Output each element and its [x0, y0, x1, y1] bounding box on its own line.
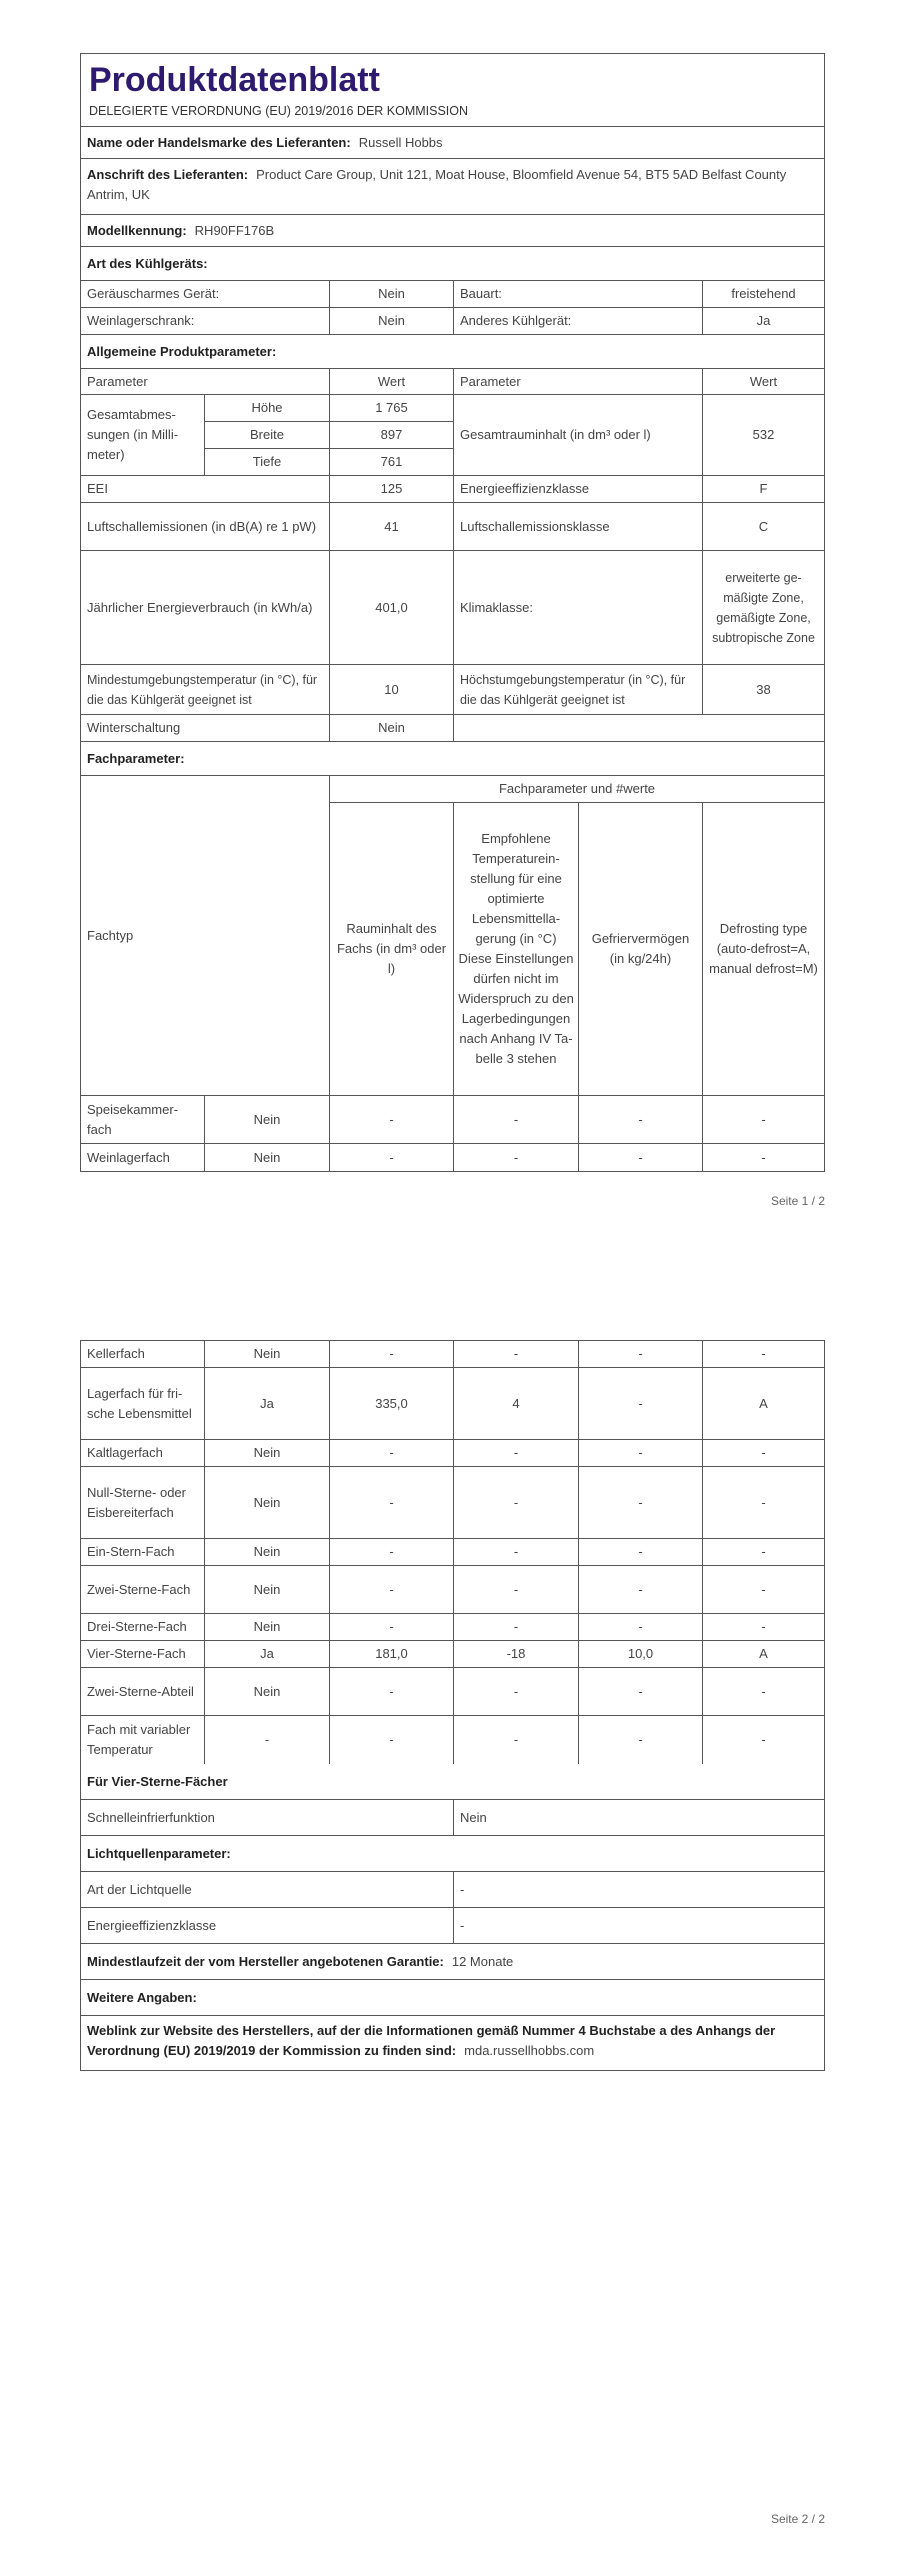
compartment-freezing-capacity: - [579, 1467, 703, 1538]
width-label: Breite [205, 422, 330, 448]
low-noise-label: Geräuscharmes Gerät: [81, 281, 330, 307]
general-heading-row [81, 335, 824, 369]
compartment-temp: - [454, 1668, 579, 1715]
fast-freeze-row [81, 1800, 824, 1836]
page-title: Produktdatenblatt [89, 61, 380, 99]
compartment-row [81, 1539, 824, 1566]
compartment-row [81, 1614, 824, 1641]
compartment-row [81, 1368, 824, 1440]
weblink-label: Weblink zur Website des Herstellers, auf der die Informationen gemäß Nummer 4 Buchstabe a des Anhangs der Verordnung (EU) 2019/2019 der Kommission zu finden sind: [87, 2023, 776, 2058]
dimensions-label: Gesamtabmessungen (in Millimeter) [81, 395, 205, 475]
compartment-heading-row [81, 742, 824, 776]
warranty-row [81, 1944, 824, 1980]
compartment-defrost: - [761, 1683, 766, 1699]
general-col-header-row [81, 369, 824, 395]
compartment-name: Speisekammerfach [81, 1096, 205, 1143]
compartment-temp: -18 [454, 1641, 579, 1667]
compartment-freezing-capacity: - [579, 1716, 703, 1764]
compartment-row [81, 1341, 824, 1368]
dimensions-row [81, 395, 824, 476]
winter-setting-row [81, 715, 824, 742]
compartment-present: Nein [205, 1668, 330, 1715]
compartment-temp: - [454, 1440, 579, 1466]
compartment-present: Nein [205, 1467, 330, 1538]
compartment-temp: - [454, 1096, 579, 1143]
compartment-freezing-capacity: - [579, 1440, 703, 1466]
supplier-address-value: Product Care Group, Unit 121, Moat House, Bloomfield Avenue 54, BT5 5AD Belfast County Antrim, UK [87, 167, 787, 202]
model-label: Modellkennung: [87, 222, 187, 238]
compartment-defrost: - [761, 1149, 766, 1165]
compartment-name: Zwei-Sterne-Fach [81, 1566, 205, 1613]
compartment-volume: - [330, 1341, 454, 1367]
col-freezing-capacity: Gefriervermögen (in kg/24h) [579, 803, 703, 1095]
supplier-address-label: Anschrift des Lieferanten: [87, 167, 249, 182]
further-info-heading: Weitere Angaben: [87, 1989, 197, 2005]
page-number-1: Seite 1 / 2 [770, 1194, 825, 1208]
total-volume-label: Gesamtrauminhalt (in dm³ oder l) [454, 395, 703, 475]
depth-value: 761 [380, 454, 403, 469]
general-heading: Allgemeine Produktparameter: [87, 343, 277, 359]
compartment-present: Nein [205, 1614, 330, 1640]
wine-cabinet-value: Nein [330, 308, 454, 334]
light-type-row [81, 1872, 824, 1908]
compartment-temp: - [454, 1716, 579, 1764]
compartment-volume: - [330, 1614, 454, 1640]
compartment-row [81, 1566, 824, 1614]
compartment-row [81, 1440, 824, 1467]
col-recommended-temp: Empfohlene Temperatureinstellung für eine optimierte Lebensmittellagerung (in °C) Diese Einstellungen dürfen nicht im Widerspruch zu den Lagerbedingungen nach Anhang IV Tabelle 3 stehen [454, 803, 579, 1095]
compartment-defrost: - [761, 1544, 766, 1559]
compartment-present: Ja [205, 1641, 330, 1667]
energy-class-value: F [759, 481, 768, 496]
compartment-row [81, 1716, 824, 1764]
compartment-defrost: - [761, 1619, 766, 1634]
energy-class-label: Energieeffizienzklasse [454, 476, 703, 502]
compartment-volume: - [330, 1539, 454, 1565]
min-ambient-temp-value: 10 [330, 665, 454, 714]
compartment-freezing-capacity: - [579, 1614, 703, 1640]
total-volume-value: 532 [752, 427, 775, 442]
light-class-row [81, 1908, 824, 1944]
weblink-value[interactable]: mda.russellhobbs.com [464, 2043, 595, 2058]
compartment-freezing-capacity: 10,0 [579, 1641, 703, 1667]
compartment-row [81, 1668, 824, 1716]
col-value-right: Wert [749, 373, 778, 389]
supplier-address-row [81, 159, 824, 215]
light-type-label: Art der Lichtquelle [81, 1872, 454, 1907]
compartment-present: - [205, 1716, 330, 1764]
compartment-defrost: - [761, 1111, 766, 1127]
col-value-left: Wert [330, 369, 454, 394]
compartment-volume: - [330, 1668, 454, 1715]
four-star-heading: Für Vier-Sterne-Fächer [87, 1773, 228, 1789]
compartment-name: Vier-Sterne-Fach [81, 1641, 205, 1667]
low-noise-value: Nein [330, 281, 454, 307]
compartment-row [81, 1096, 824, 1144]
noise-class-value: C [758, 518, 769, 534]
compartment-defrost: - [761, 1581, 766, 1597]
eei-label: EEI [81, 476, 330, 502]
compartment-temp: - [454, 1539, 579, 1565]
appliance-type-heading-row [81, 247, 824, 281]
compartment-name: Drei-Sterne-Fach [81, 1614, 205, 1640]
compartment-temp: - [454, 1467, 579, 1538]
four-star-heading-row [81, 1764, 824, 1800]
compartment-defrost: A [759, 1395, 768, 1411]
compartment-temp: - [454, 1614, 579, 1640]
depth-label: Tiefe [205, 449, 330, 475]
noise-label: Luftschallemissionen (in dB(A) re 1 pW) [81, 503, 330, 550]
compartment-present: Nein [205, 1144, 330, 1171]
supplier-name-label: Name oder Handelsmarke des Lieferanten: [87, 134, 351, 150]
header-block [81, 54, 824, 127]
compartment-temp: - [454, 1566, 579, 1613]
col-parameter-left: Parameter [81, 369, 330, 394]
compartment-volume: - [330, 1144, 454, 1171]
compartment-defrost: - [761, 1732, 766, 1747]
design-value: freistehend [731, 286, 796, 301]
noise-value: 41 [330, 503, 454, 550]
weblink-row [81, 2016, 824, 2070]
height-value: 1 765 [375, 400, 408, 415]
light-class-label: Energieeffizienzklasse [81, 1908, 454, 1943]
height-label: Höhe [205, 395, 330, 421]
annual-consumption-label: Jährlicher Energieverbrauch (in kWh/a) [81, 551, 330, 664]
compartment-defrost: - [761, 1346, 766, 1361]
warranty-label: Mindestlaufzeit der vom Hersteller angebotenen Garantie: [87, 1953, 444, 1969]
compartment-volume: 335,0 [330, 1368, 454, 1439]
compartment-volume: - [330, 1467, 454, 1538]
appliance-type-row-1 [81, 281, 824, 308]
compartment-defrost: - [761, 1494, 766, 1510]
supplier-name-row [81, 127, 824, 159]
compartment-present: Ja [205, 1368, 330, 1439]
model-value: RH90FF176B [194, 222, 275, 238]
col-compartment-type: Fachtyp [81, 776, 330, 1095]
compartment-temp: - [454, 1144, 579, 1171]
compartment-freezing-capacity: - [579, 1539, 703, 1565]
page-subtitle: DELEGIERTE VERORDNUNG (EU) 2019/2016 DER KOMMISSION [89, 104, 469, 118]
ambient-temp-row [81, 665, 824, 715]
compartment-row [81, 1467, 824, 1539]
model-row [81, 215, 824, 247]
compartment-volume: - [330, 1096, 454, 1143]
compartment-name: Zwei-Sterne-Abteil [81, 1668, 205, 1715]
compartment-defrost: A [759, 1646, 768, 1661]
compartment-present: Nein [205, 1566, 330, 1613]
col-defrost-type: Defrosting type (auto-defrost=A, manual defrost=M) [709, 921, 818, 976]
compartment-header-row [81, 776, 824, 1096]
compartment-name: Kellerfach [81, 1341, 205, 1367]
compartment-temp: - [454, 1341, 579, 1367]
compartment-freezing-capacity: - [579, 1368, 703, 1439]
compartment-present: Nein [205, 1539, 330, 1565]
light-heading: Lichtquellenparameter: [87, 1845, 231, 1861]
compartment-defrost: - [761, 1445, 766, 1460]
warranty-value: 12 Monate [451, 1953, 514, 1969]
compartment-name: Null-Sterne- oder Eisbereiterfach [81, 1467, 205, 1538]
compartment-freezing-capacity: - [579, 1144, 703, 1171]
compartment-name: Ein-Stern-Fach [81, 1539, 205, 1565]
noise-class-label: Luftschallemissionsklasse [454, 503, 703, 550]
compartment-present: Nein [205, 1341, 330, 1367]
compartment-volume: - [330, 1440, 454, 1466]
compartment-present: Nein [205, 1096, 330, 1143]
compartment-freezing-capacity: - [579, 1668, 703, 1715]
compartment-group-header: Fachparameter und #werte [498, 781, 656, 796]
compartment-row [81, 1641, 824, 1668]
winter-setting-value: Nein [330, 715, 454, 741]
compartment-temp: 4 [454, 1368, 579, 1439]
page-number-2: Seite 2 / 2 [770, 2512, 825, 2526]
max-ambient-temp-value: 38 [756, 681, 771, 697]
other-appliance-value: Ja [756, 313, 771, 328]
compartment-volume: 181,0 [330, 1641, 454, 1667]
fast-freeze-value: Nein [460, 1809, 487, 1825]
light-class-value: - [460, 1917, 465, 1933]
compartment-freezing-capacity: - [579, 1096, 703, 1143]
eei-value: 125 [330, 476, 454, 502]
compartment-volume: - [330, 1566, 454, 1613]
other-appliance-label: Anderes Kühlgerät: [454, 308, 703, 334]
compartment-present: Nein [205, 1440, 330, 1466]
climate-class-value: erweiterte gemäßigte Zone, gemäßigte Zone, subtropische Zone [712, 570, 815, 645]
col-compartment-volume: Rauminhalt des Fachs (in dm³ oder l) [330, 803, 454, 1095]
appliance-type-row-2 [81, 308, 824, 335]
wine-cabinet-label: Weinlagerschrank: [81, 308, 330, 334]
compartment-name: Lagerfach für frische Lebensmittel [81, 1368, 205, 1439]
datasheet-page-1 [80, 53, 825, 1172]
annual-consumption-value: 401,0 [330, 551, 454, 664]
annual-consumption-row [81, 551, 824, 665]
compartment-name: Kaltlagerfach [81, 1440, 205, 1466]
light-type-value: - [460, 1881, 465, 1897]
fast-freeze-label: Schnelleinfrierfunktion [81, 1800, 454, 1835]
supplier-name-value: Russell Hobbs [358, 134, 443, 150]
winter-setting-label: Winterschaltung [81, 715, 330, 741]
climate-class-label: Klimaklasse: [454, 551, 703, 664]
min-ambient-temp-label: Mindestumgebungstemperatur (in °C), für die das Kühlgerät geeignet ist [81, 665, 330, 714]
further-info-row [81, 1980, 824, 2016]
datasheet-page-2 [80, 1340, 825, 2071]
compartment-name: Fach mit variabler Temperatur [81, 1716, 205, 1764]
light-heading-row [81, 1836, 824, 1872]
col-parameter-right: Parameter [454, 369, 703, 394]
compartment-freezing-capacity: - [579, 1341, 703, 1367]
design-label: Bauart: [454, 281, 703, 307]
compartment-row [81, 1144, 824, 1171]
width-value: 897 [380, 427, 403, 442]
max-ambient-temp-label: Höchstumgebungstemperatur (in °C), für die das Kühlgerät geeignet ist [454, 665, 703, 714]
compartment-name: Weinlagerfach [81, 1144, 205, 1171]
appliance-type-heading: Art des Kühlgeräts: [87, 255, 208, 271]
compartment-heading: Fachparameter: [87, 750, 185, 766]
noise-row [81, 503, 824, 551]
compartment-volume: - [330, 1716, 454, 1764]
compartment-freezing-capacity: - [579, 1566, 703, 1613]
eei-row [81, 476, 824, 503]
